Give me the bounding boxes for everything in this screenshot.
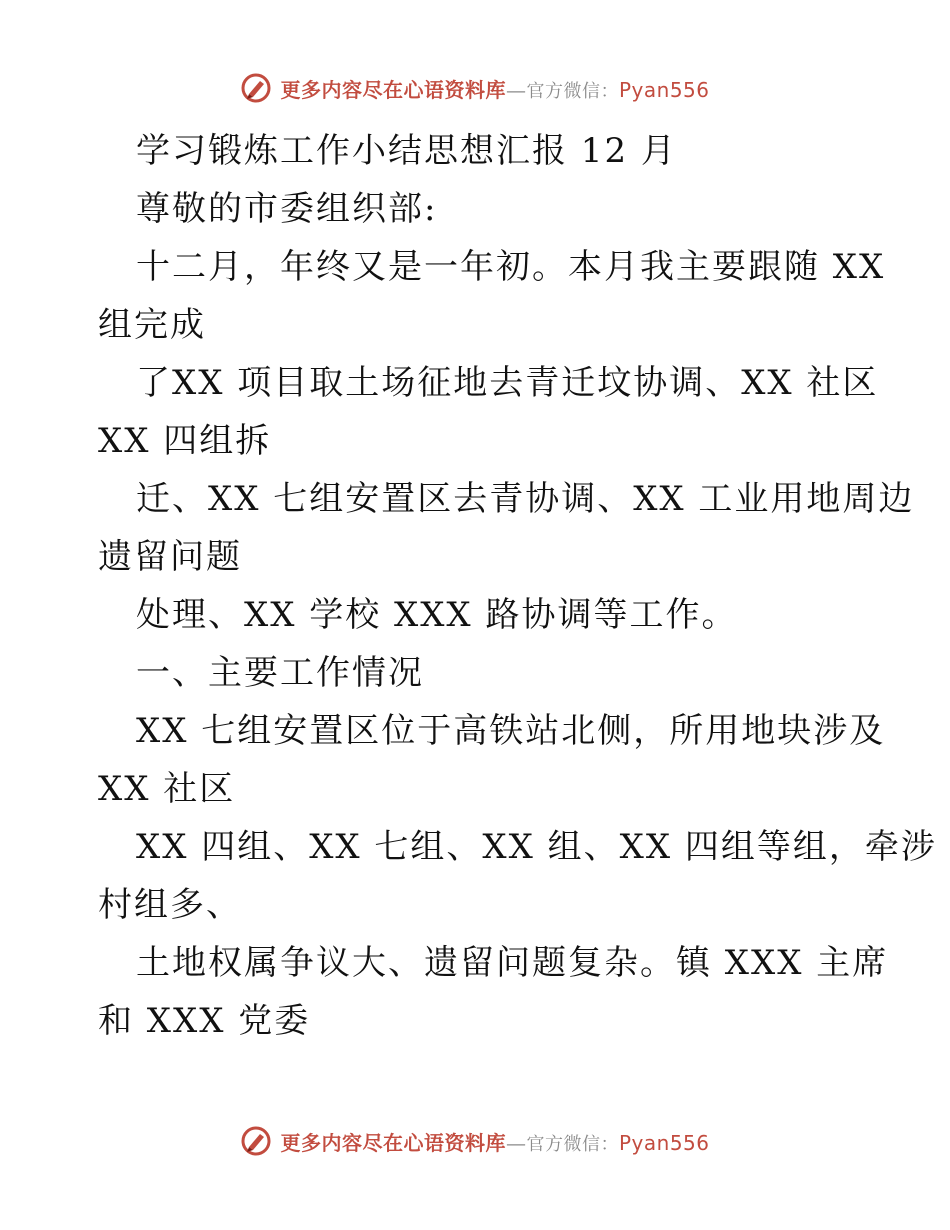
watermark-wechat-label: 官方微信： xyxy=(526,80,619,102)
header-watermark xyxy=(0,72,950,104)
document-line: 迁、XX 七组安置区去青协调、XX 工业用地周边 xyxy=(136,479,915,519)
watermark-separator: — xyxy=(505,1130,527,1155)
document-body xyxy=(98,122,937,1050)
document-line: XX 社区 xyxy=(98,769,236,809)
document-line: 村组多、 xyxy=(98,885,242,925)
watermark-separator: — xyxy=(505,77,527,102)
document-line: 了XX 项目取土场征地去青迁坟协调、XX 社区 xyxy=(136,363,879,403)
document-line: 尊敬的市委组织部: xyxy=(136,189,438,229)
document-line: 处理、XX 学校 XXX 路协调等工作。 xyxy=(136,595,738,635)
watermark-site: 更多内容尽在心语资料库 xyxy=(280,1130,506,1155)
document-line: 土地权属争议大、遗留问题复杂。镇 XXX 主席 xyxy=(136,943,889,983)
document-line: XX 七组安置区位于高铁站北侧，所用地块涉及 xyxy=(136,711,886,751)
document-line: 一、主要工作情况 xyxy=(136,653,424,693)
watermark-site: 更多内容尽在心语资料库 xyxy=(280,77,506,102)
document-line: 组完成 xyxy=(98,305,206,345)
document-line: 和 XXX 党委 xyxy=(98,1001,311,1041)
footer-watermark xyxy=(0,1125,950,1157)
pen-logo-icon xyxy=(240,1125,272,1157)
document-line: 遗留问题 xyxy=(98,537,242,577)
watermark-wechat-id: Pyan556 xyxy=(618,1130,710,1155)
document-line: 学习锻炼工作小结思想汇报 12 月 xyxy=(136,131,677,171)
pen-logo-icon xyxy=(240,72,272,104)
document-line: 十二月，年终又是一年初。本月我主要跟随 XX xyxy=(136,247,886,287)
document-line: XX 四组拆 xyxy=(98,421,272,461)
watermark-wechat-id: Pyan556 xyxy=(618,77,710,102)
watermark-wechat-label: 官方微信： xyxy=(526,1133,619,1155)
document-line: XX 四组、XX 七组、XX 组、XX 四组等组，牵涉 xyxy=(136,827,937,867)
